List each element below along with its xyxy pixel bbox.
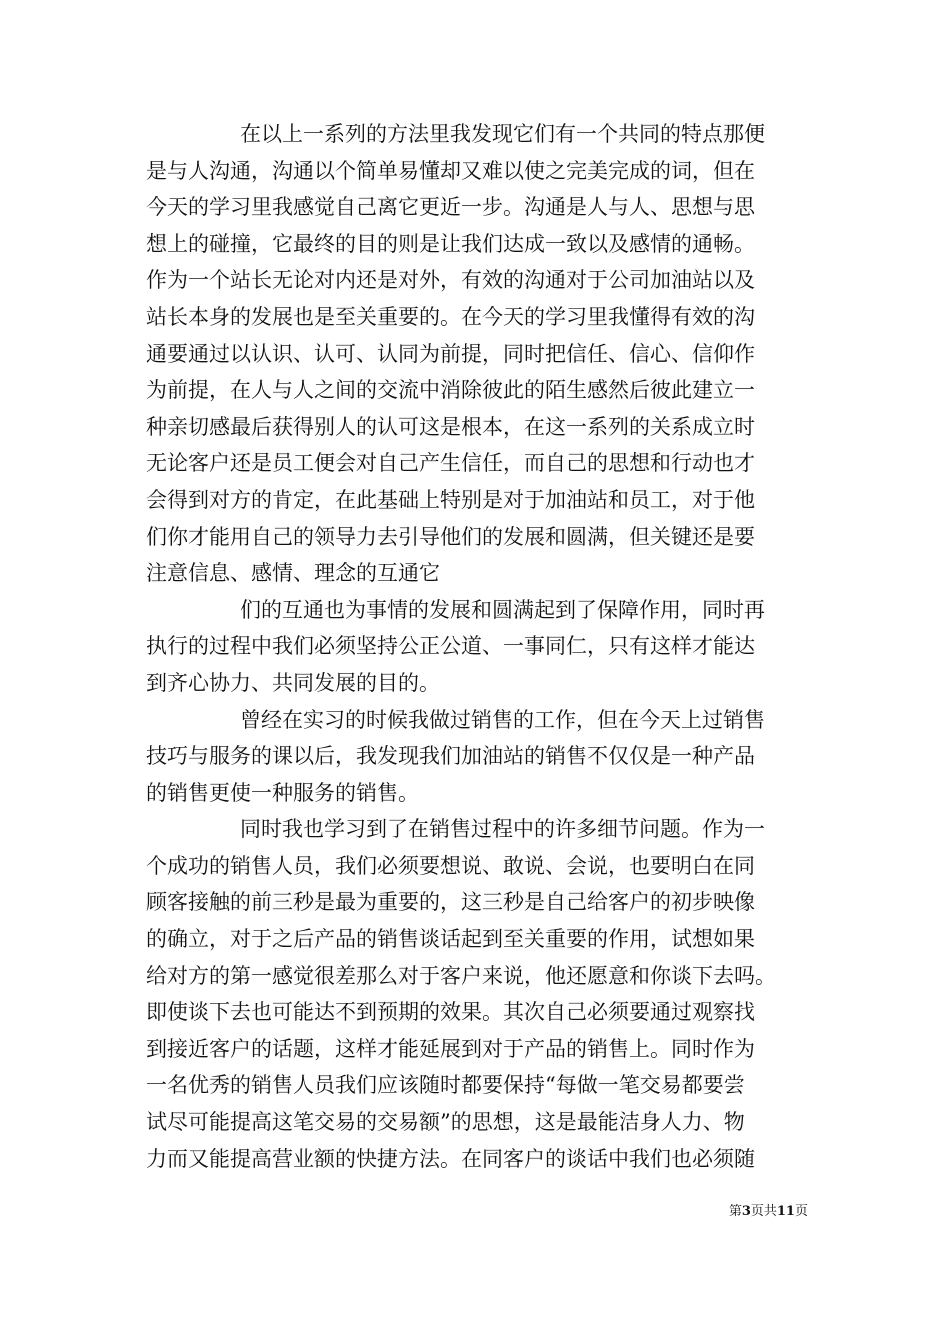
footer-suffix: 页 xyxy=(794,1204,808,1219)
text-line: 作为一个站长无论对内还是对外，有效的沟通对于公司加油站以及 xyxy=(146,268,755,293)
current-page-number: 3 xyxy=(741,1204,751,1219)
text-line: 给对方的第一感觉很差那么对于客户来说，他还愿意和你谈下去吗。 xyxy=(146,963,776,988)
text-line: 到接近客户的话题，这样才能延展到对于产品的销售上。同时作为 xyxy=(146,1036,755,1061)
text-line: 站长本身的发展也是至关重要的。在今天的学习里我懂得有效的沟 xyxy=(146,304,755,329)
text-line: 通要通过以认识、认可、认同为前提，同时把信任、信心、信仰作 xyxy=(146,341,755,366)
total-pages-number: 11 xyxy=(776,1204,795,1219)
text-line: 执行的过程中我们必须坚持公正公道、一事同仁，只有这样才能达 xyxy=(146,634,755,659)
body-text xyxy=(146,116,808,1177)
text-line: 的确立，对于之后产品的销售谈话起到至关重要的作用，试想如果 xyxy=(146,927,755,952)
paragraph-3 xyxy=(146,702,808,812)
page-number-footer xyxy=(0,1203,808,1221)
text-line: 是与人沟通，沟通以个简单易懂却又难以使之完美完成的词，但在 xyxy=(146,158,755,183)
text-line: 的销售更使一种服务的销售。 xyxy=(146,780,419,805)
text-line: 力而又能提高营业额的快捷方法。在同客户的谈话中我们也必须随 xyxy=(146,1146,755,1171)
text-line: 们的互通也为事情的发展和圆满起到了保障作用，同时再 xyxy=(240,597,765,622)
text-line: 试尽可能提高这笔交易的交易额”的思想，这是最能洁身人力、物 xyxy=(146,1110,745,1135)
text-line: 在以上一系列的方法里我发现它们有一个共同的特点那便 xyxy=(240,122,765,146)
footer-middle: 页共 xyxy=(750,1204,777,1219)
text-line: 一名优秀的销售人员我们应该随时都要保持“每做一笔交易都要尝 xyxy=(146,1073,745,1098)
text-line: 无论客户还是员工便会对自己产生信任，而自己的思想和行动也才 xyxy=(146,451,755,476)
text-line: 为前提，在人与人之间的交流中消除彼此的陌生感然后彼此建立一 xyxy=(146,378,755,403)
text-line: 们你才能用自己的领导力去引导他们的发展和圆满，但关键还是要 xyxy=(146,524,755,549)
text-line: 想上的碰撞，它最终的目的则是让我们达成一致以及感情的通畅。 xyxy=(146,231,755,256)
text-line: 今天的学习里我感觉自己离它更近一步。沟通是人与人、思想与思 xyxy=(146,195,755,220)
text-line: 技巧与服务的课以后，我发现我们加油站的销售不仅仅是一种产品 xyxy=(146,744,755,769)
paragraph-1 xyxy=(146,116,808,592)
text-line: 个成功的销售人员，我们必须要想说、敢说、会说，也要明白在同 xyxy=(146,853,755,878)
paragraph-4 xyxy=(146,811,808,1177)
text-line: 注意信息、感情、理念的互通它 xyxy=(146,561,440,586)
paragraph-2 xyxy=(146,592,808,702)
text-line: 会得到对方的肯定，在此基础上特别是对于加油站和员工，对于他 xyxy=(146,487,755,512)
text-line: 顾客接触的前三秒是最为重要的，这三秒是自己给客户的初步映像 xyxy=(146,890,755,915)
footer-prefix: 第 xyxy=(728,1204,742,1219)
text-line: 到齐心协力、共同发展的目的。 xyxy=(146,670,440,695)
text-line: 曾经在实习的时候我做过销售的工作，但在今天上过销售 xyxy=(240,707,765,732)
text-line: 同时我也学习到了在销售过程中的许多细节问题。作为一 xyxy=(240,817,765,842)
text-line: 即使谈下去也可能达不到预期的效果。其次自己必须要通过观察找 xyxy=(146,1000,755,1025)
text-line: 种亲切感最后获得别人的认可这是根本，在这一系列的关系成立时 xyxy=(146,414,755,439)
